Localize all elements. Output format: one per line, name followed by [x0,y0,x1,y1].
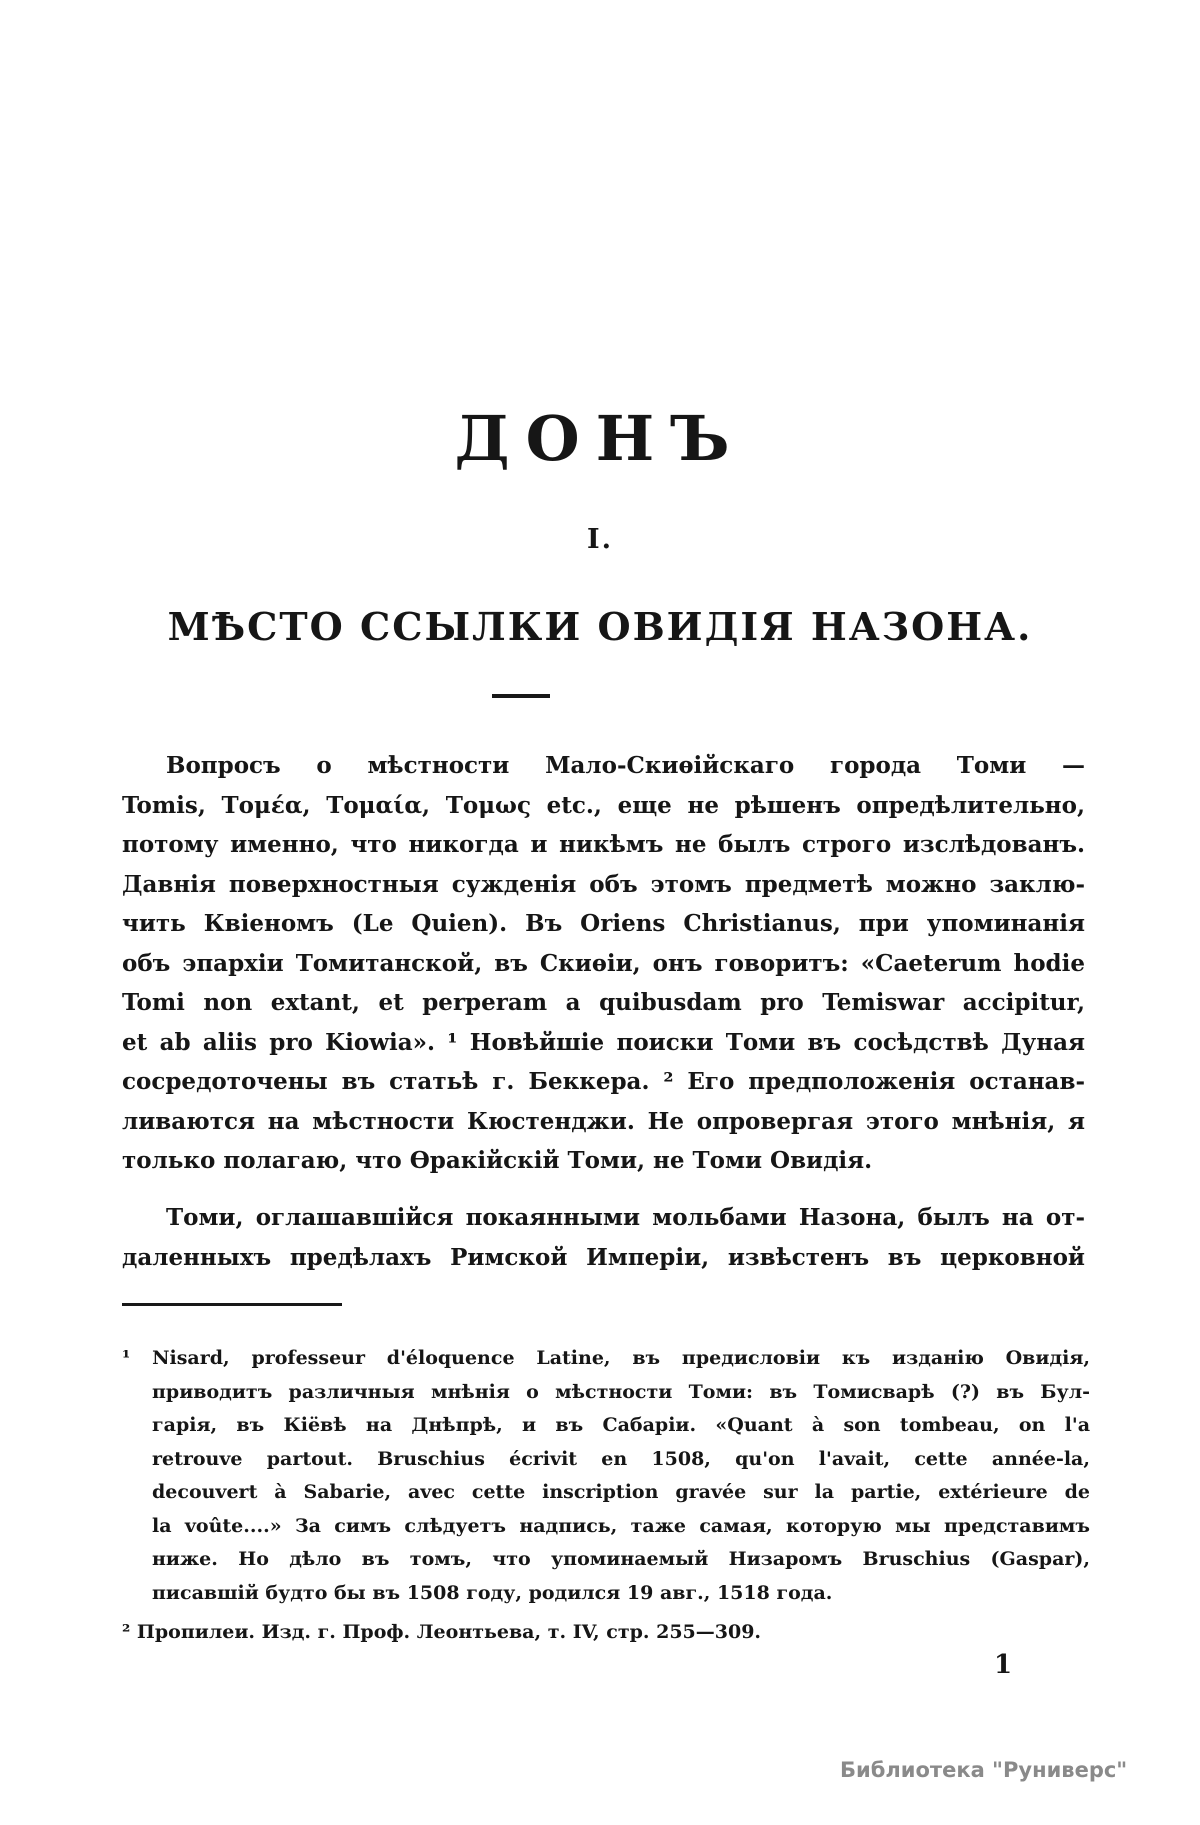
page-title: ДОНЪ [454,402,746,475]
text-line: Вопросъ о мѣстности Мало-Скиѳійскаго города Томи — [166,752,1085,779]
text-line: Tomis, Τομέα, Τομαία, Τομως etc., еще не рѣшенъ опредѣлительно, [122,791,1085,819]
text-line: ливаются на мѣстности Кюстенджи. Не опровергая этого мнѣнія, я [122,1107,1085,1135]
text-line: только полагаю, что Ѳракійскій Томи, не Томи Овидія. [122,1147,873,1174]
footnote-1 [122,1342,1090,1610]
footnote-line: la voûte....» За симъ слѣдуетъ надпись, таже самая, которую мы представимъ [152,1514,1090,1537]
footnote-line: decouvert à Sabarie, avec cette inscription gravée sur la partie, extérieure de [152,1481,1090,1503]
footnote-line: писавшій будто бы въ 1508 году, родился 19 авг., 1518 года. [152,1581,833,1604]
footnote-line: ниже. Но дѣло въ томъ, что упоминаемый Низаромъ Bruschius (Gaspar), [152,1548,1090,1570]
heading-divider-rule [492,694,550,698]
footnote-line: приводитъ различныя мнѣнія о мѣстности Томи: въ Томисварѣ (?) въ Бул- [152,1380,1090,1403]
footnote-2: ² Пропилеи. Изд. г. Проф. Леонтьева, т. IV, стр. 255—309. [122,1621,762,1643]
section-number: I. [586,524,614,555]
library-watermark: Библиотека "Руниверс" [840,1758,1128,1782]
text-line: даленныхъ предѣлахъ Римской Имперіи, извѣстенъ въ церковной [122,1243,1085,1271]
text-line: Томи, оглашавшійся покаянными мольбами Назона, былъ на от- [166,1204,1085,1231]
text-line: et ab aliis pro Kiowia». ¹ Новѣйшіе поиски Томи въ сосѣдствѣ Дуная [122,1028,1085,1056]
text-line: потому именно, что никогда и никѣмъ не былъ строго изслѣдованъ. [122,831,1085,858]
paragraph-2 [122,1198,1085,1277]
text-line: объ эпархіи Томитанской, въ Скиѳіи, онъ говоритъ: «Caeterum hodie [122,949,1085,977]
footnote-separator-rule [122,1303,342,1306]
text-line: Давнія поверхностныя сужденія объ этомъ предметѣ можно заклю- [122,870,1085,898]
page-number: 1 [994,1650,1013,1680]
text-line: сосредоточены въ статьѣ г. Беккера. ² Его предположенія останав- [122,1068,1085,1095]
footnote-line: гарія, въ Кіёвѣ на Днѣпрѣ, и въ Сабаріи. «Quant à son tombeau, on l'a [152,1414,1090,1436]
chapter-heading: МѢСТО ССЫЛКИ ОВИДІЯ НАЗОНА. [167,604,1033,649]
footnote-line: ¹ Nisard, professeur d'éloquence Latine, въ предисловіи къ изданію Овидія, [122,1347,1090,1369]
paragraph-1 [122,746,1085,1181]
text-line: чить Квіеномъ (Le Quien). Въ Oriens Christianus, при упоминанія [122,910,1085,937]
text-line: Tomi non extant, et perperam a quibusdam pro Temiswar accipitur, [122,989,1085,1016]
footnote-line: retrouve partout. Bruschius écrivit en 1508, qu'on l'avait, cette année-la, [152,1447,1090,1470]
